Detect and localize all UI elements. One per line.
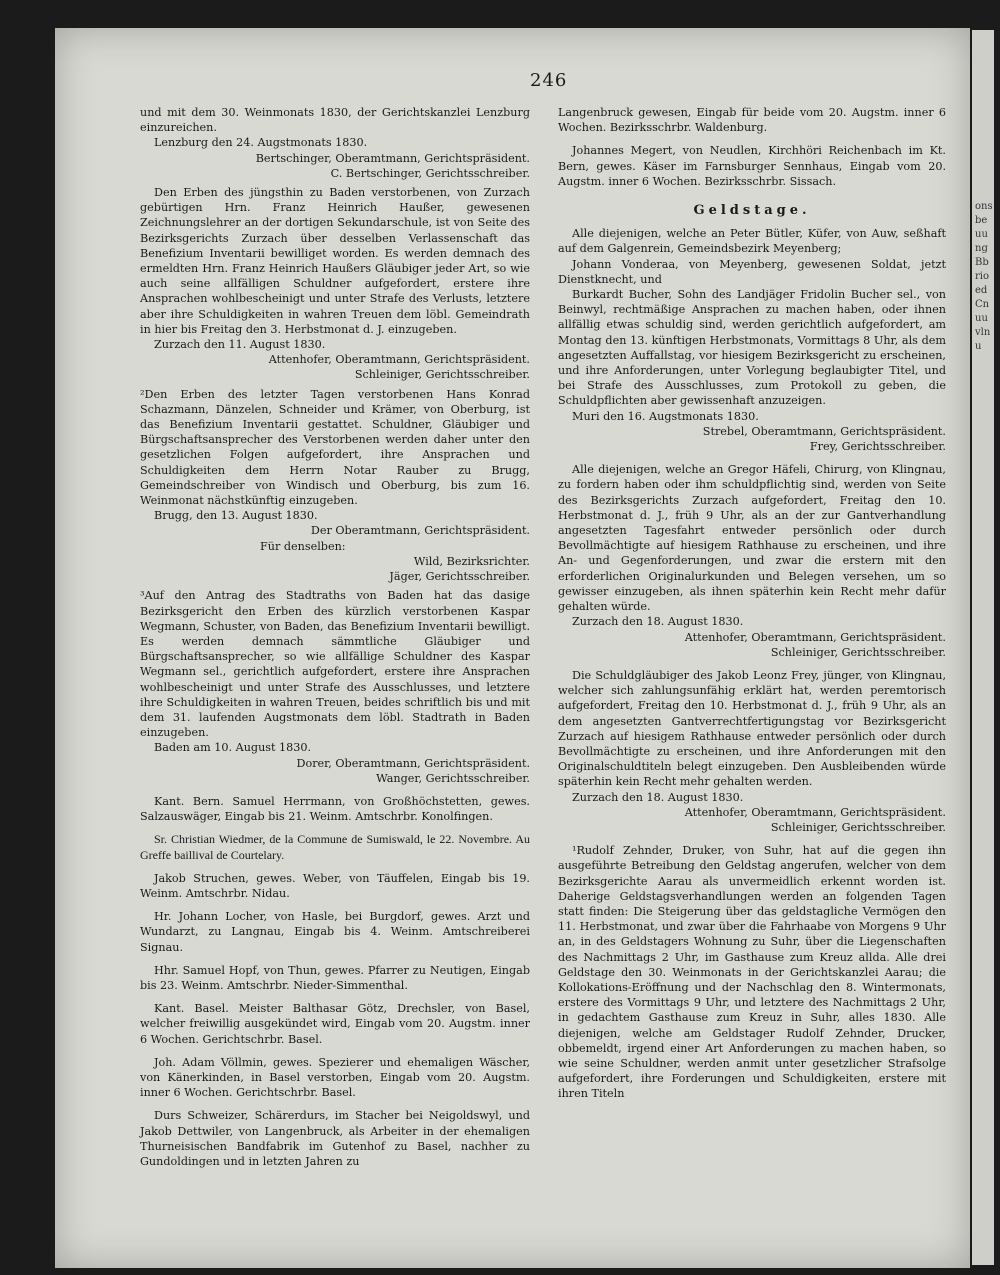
left-column-paragraph: C. Bertschinger, Gerichtsschreiber. <box>330 166 530 180</box>
right-column-paragraph: Zurzach den 18. August 1830. <box>572 790 744 804</box>
right-column-paragraph: Geldstage. <box>693 203 811 219</box>
left-column-paragraph: Hr. Johann Locher, von Hasle, bei Burgdorf, gewes. Arzt und Wundarzt, zu Langnau, Eingab bis 4. Weinm. Amtschreiberei Signau. <box>140 910 530 954</box>
right-column-paragraph: Schleiniger, Gerichtsschreiber. <box>770 820 946 834</box>
left-column-paragraph: Für denselben: <box>260 539 346 553</box>
left-column-paragraph: Hhr. Samuel Hopf, von Thun, gewes. Pfarrer zu Neutigen, Eingab bis 23. Weinm. Amtschrbr. Nieder-Simmenthal. <box>140 963 530 992</box>
left-column-paragraph: Lenzburg den 24. Augstmonats 1830. <box>154 136 368 150</box>
left-column-paragraph: Baden am 10. August 1830. <box>154 741 312 755</box>
left-column-paragraph: Wild, Bezirksrichter. <box>413 554 530 568</box>
right-column-paragraph: Alle diejenigen, welche an Gregor Häfeli, Chirurg, von Klingnau, zu fordern haben oder ihm schuldpflichtig sind, werden von Seite des Bezirksgerichts Zurzach aufgefordert, Freitag den 10. Herbstmonat d. J., früh 9 Uhr, als an der zur Gantverhandlung angesetzten Tagesfahrt entweder persönlich oder durch Bevollmächtigte auf hiesigem Rathhause zu erscheinen, und ihre An- und Gegenforderungen, und zwar die erstern mit den erforderlichen Originalurkunden und Belegen versehen, um so gewisser einzugeben, als ihnen späterhin kein Recht mehr dafür gehalten würde. <box>558 463 946 614</box>
right-column-paragraph: Zurzach den 18. August 1830. <box>572 615 744 629</box>
left-column-paragraph: ³Auf den Antrag des Stadtraths von Baden hat das dasige Bezirksgericht den Erben des kürzlich verstorbenen Kaspar Wegmann, Schuster, von Baden, das Benefizium Inventarii bewilligt. Es werden demnach sämmtliche Gläubiger und Bürgschaftsansprecher, so wie allfällige Schuldner des Kaspar Wegmann sel., gerichtlich aufgefordert, erstere ihre Ansprachen wohlbescheinigt und unter Strafe des Ausschlusses, und letztere ihre Schuldigkeiten in wahren Treuen, beides schriftlich bis und mit dem 31. laufenden Augstmonats dem löbl. Stadtrath in Baden einzugeben. <box>140 589 530 740</box>
left-column-paragraph: Brugg, den 13. August 1830. <box>154 509 318 523</box>
left-column-paragraph: Sr. Christian Wiedmer, de la Commune de Sumiswald, le 22. Novembre. Au Greffe baillival de Courtelary. <box>140 832 530 862</box>
right-column <box>558 105 946 1102</box>
left-column-paragraph: Den Erben des jüngsthin zu Baden verstorbenen, von Zurzach gebürtigen Hrn. Franz Heinrich Haußer, gewesenen Zeichnungslehrer an der dortigen Sekundarschule, ist von Seite des Bezirksgerichts Zurzach über desselben Verlassenschaft das Benefizium Inventarii bewilliget worden. Es werden demnach des ermeldten Hrn. Franz Heinrich Haußers Gläubiger jeder Art, so wie auch seine allfälligen Schuldner aufgefordert, erstere ihre Ansprachen wohlbescheinigt und unter Strafe des Verlusts, letztere aber ihre Schuldigkeiten in wahren Treuen dem löbl. Gemeindrath in hier bis Freitag den 3. Herbstmonat d. J. einzugeben. <box>140 186 530 336</box>
right-column-paragraph: Die Schuldgläubiger des Jakob Leonz Frey, jünger, von Klingnau, welcher sich zahlungsunfähig erklärt hat, werden peremtorisch aufgefordert, Freitag den 10. Herbstmonat d. J., früh 9 Uhr, als an dem angesetzten Gantverrechtfertigungstag vor Bezirksgericht Zurzach auf hiesigem Rathhause entweder persönlich oder durch Bevollmächtigte zu erscheinen, und ihre Anforderungen mit den Originalschuldtiteln belegt einzugeben. Den Ausbleibenden würde späterhin kein Recht mehr gehalten werden. <box>558 668 946 789</box>
left-column-paragraph: Der Oberamtmann, Gerichtspräsident. <box>310 524 530 538</box>
right-column-paragraph: ¹Rudolf Zehnder, Druker, von Suhr, hat auf die gegen ihn ausgeführte Betreibung den Geldstag angerufen, welcher von dem Bezirksgerichte Aarau als unvermeidlich erkennt worden ist. Daherige Geldstagsverhandlungen werden an folgenden Tagen statt finden: Die Steigerung über das geldstagliche Vermögen den 11. Herbstmonat, und zwar über die Fahrhaabe von Morgens 9 Uhr an, in des Geldstagers Wohnung zu Suhr, über die Liegenschaften des Nachmittags 2 Uhr, im Gasthause zum Kreuz allda. Alle drei Geldstage den 30. Weinmonats in der Gerichtskanzlei Aarau; die Kollokations-Eröffnung und der Nachschlag den 8. Wintermonats, erstere des Vormittags 9 Uhr, und letztere des Nachmittags 2 Uhr, in gedachtem Gasthause zum Kreuz in Suhr, alles 1830. Alle diejenigen, welche am Geldstager Rudolf Zehnder, Drucker, obbemeldt, irgend einer Art Anforderungen zu machen haben, so wie seine Schuldner, werden anmit unter gesetzlicher Strafsolge aufgefordert, ihre Forderungen und Schuldigkeiten, erstere mit ihren Titeln <box>558 844 946 1101</box>
left-column-paragraph: ²Den Erben des letzter Tagen verstorbenen Hans Konrad Schazmann, Dänzelen, Schneider und Krämer, von Oberburg, ist das Benefizium Inventarii gestattet. Schuldner, Gläubiger und Bürgschaftsansprecher des Verstorbenen werden daher unter den gesetzlichen Folgen aufgefordert, ihre Ansprachen und Schuldigkeiten dem Herrn Notar Rauber zu Brugg, Gemeindschreiber von Windisch und Oberburg, bis zum 16. Weinmonat nächstkünftig einzugeben. <box>140 387 530 508</box>
right-column-paragraph: Attenhofer, Oberamtmann, Gerichtspräsident. <box>684 805 946 819</box>
left-column-paragraph: Jäger, Gerichtsschreiber. <box>389 570 530 584</box>
left-column-paragraph: Bertschinger, Oberamtmann, Gerichtspräsident. <box>255 151 530 165</box>
left-column <box>140 105 530 1169</box>
left-column-paragraph: Zurzach den 11. August 1830. <box>154 338 326 352</box>
right-column-paragraph: Strebel, Oberamtmann, Gerichtspräsident. <box>702 424 946 438</box>
left-column-paragraph: Durs Schweizer, Schärerdurs, im Stacher bei Neigoldswyl, und Jakob Dettwiler, von Langenbruck, als Arbeiter in der ehemaligen Thurneisischen Bandfabrik im Gutenhof zu Basel, nachher zu Gundoldingen und in letzten Jahren zu <box>140 1109 530 1168</box>
left-column-paragraph: Attenhofer, Oberamtmann, Gerichtspräsident. <box>268 353 530 367</box>
left-column-paragraph: Jakob Struchen, gewes. Weber, von Täuffelen, Eingab bis 19. Weinm. Amtschrbr. Nidau. <box>140 871 530 900</box>
left-column-paragraph: Schleiniger, Gerichtsschreiber. <box>354 368 530 382</box>
left-column-paragraph: und mit dem 30. Weinmonats 1830, der Gerichtskanzlei Lenzburg einzureichen. <box>140 106 530 135</box>
right-column-paragraph: Attenhofer, Oberamtmann, Gerichtspräsident. <box>684 630 946 644</box>
left-column-paragraph: Wanger, Gerichtsschreiber. <box>376 771 530 785</box>
page-number: 246 <box>530 70 568 91</box>
right-column-paragraph: Frey, Gerichtsschreiber. <box>809 440 946 454</box>
right-column-paragraph: Langenbruck gewesen, Eingab für beide vom 20. Augstm. inner 6 Wochen. Bezirksschrbr. Waldenburg. <box>558 106 946 135</box>
left-column-paragraph: Joh. Adam Völlmin, gewes. Spezierer und ehemaligen Wäscher, von Känerkinden, in Basel verstorben, Eingab vom 20. Augstm. inner 6 Wochen. Gerichtschrbr. Basel. <box>140 1055 530 1100</box>
right-column-paragraph: Johann Vonderaa, von Meyenberg, gewesenen Soldat, jetzt Dienstknecht, und <box>558 257 946 286</box>
left-column-paragraph: Kant. Basel. Meister Balthasar Götz, Drechsler, von Basel, welcher freiwillig ausgekündet wird, Eingab vom 20. Augstm. inner 6 Wochen. Gerichtschrbr. Basel. <box>140 1002 530 1046</box>
left-column-paragraph: Dorer, Oberamtmann, Gerichtspräsident. <box>296 756 530 770</box>
right-column-paragraph: Johannes Megert, von Neudlen, Kirchhöri Reichenbach im Kt. Bern, gewes. Käser im Farnsburger Sennhaus, Eingab vom 20. Augstm. inner 6 Wochen. Bezirksschrbr. Sissach. <box>558 144 946 188</box>
right-column-paragraph: Schleiniger, Gerichtsschreiber. <box>770 645 946 659</box>
adjacent-page-edge-text: onsbeuungBbrioedCnuuvlnu <box>975 201 993 352</box>
right-column-paragraph: Muri den 16. Augstmonats 1830. <box>572 409 759 423</box>
left-column-paragraph: Kant. Bern. Samuel Herrmann, von Großhöchstetten, gewes. Salzauswäger, Eingab bis 21. Weinm. Amtschrbr. Konolfingen. <box>140 794 530 824</box>
right-column-paragraph: Alle diejenigen, welche an Peter Bütler, Küfer, von Auw, seßhaft auf dem Galgenrein, Gemeindsbezirk Meyenberg; <box>558 227 946 256</box>
right-column-paragraph: Burkardt Bucher, Sohn des Landjäger Fridolin Bucher sel., von Beinwyl, rechtmäßige Ansprachen zu machen haben, oder ihnen allfällig etwas schuldig sind, werden gerichtlich aufgefordert, am Montag den 13. künftigen Herbstmonats, Vormittags 8 Uhr, als dem angesetzten Auffallstag, vor hiesigem Bezirksgericht zu erscheinen, und ihre Anforderungen, unter Vorlegung beglaubigter Titel, und bei Strafe des Ausschlusses, zum Protokoll zu geben, die Schuldpflichten aber gewissenhaft anzuzeigen. <box>558 288 946 408</box>
